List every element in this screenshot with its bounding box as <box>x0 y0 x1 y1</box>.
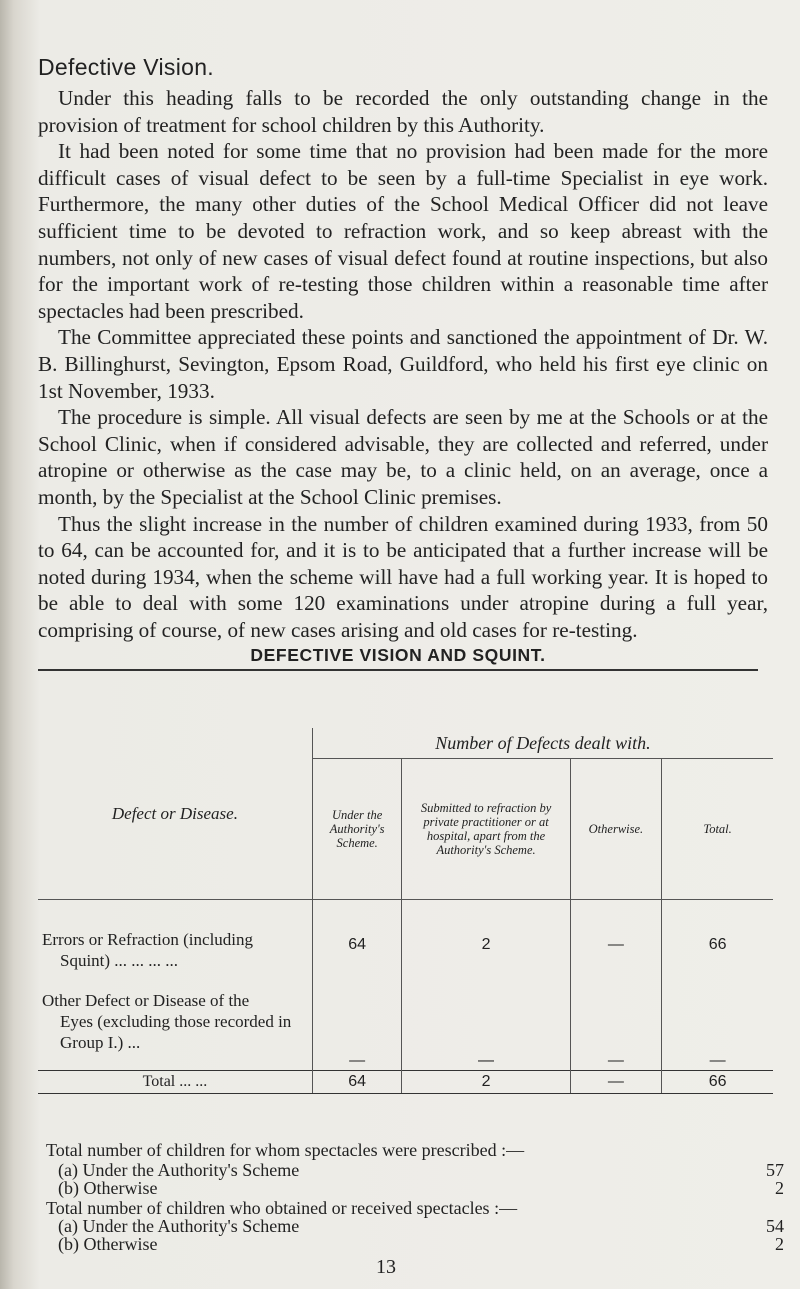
prescribed-row <box>58 1178 798 1198</box>
page-number: 13 <box>376 1256 396 1278</box>
row-label-cont: Eyes (excluding those recorded in Group I.) ... <box>60 1012 292 1052</box>
total-otherwise: — <box>570 1071 662 1094</box>
cell-total: 66 <box>708 936 727 953</box>
defect-column-header: Defect or Disease. <box>38 728 312 900</box>
prescribed-value: 2 <box>775 1178 784 1198</box>
total-row <box>38 1071 773 1094</box>
prescribed-value: 57 <box>766 1160 784 1180</box>
defects-table <box>38 728 773 1094</box>
row-label: Errors or Refraction (including <box>42 930 254 949</box>
paragraph: Under this heading falls to be recorded the only outstanding change in the provision of treatment for school children by this Authority. <box>38 86 768 137</box>
paragraph: Thus the slight increase in the number of children examined during 1933, from 50 to 64, can be accounted for, and it is to be anticipated that a further increase will be noted during 1934, when the scheme will have had a full working year. It is hoped to be able to deal with some 120 examinations under atropine during a full year, comprising of course, of new cases arising and old cases for re-testing. <box>38 511 768 642</box>
group-header: Number of Defects dealt with. <box>312 728 773 759</box>
cell-otherwise: — <box>570 900 662 991</box>
cell-scheme: — <box>312 990 402 1071</box>
row-label: Other Defect or Disease of the <box>42 991 250 1010</box>
column-header-private: Submitted to refraction by private practitioner or at hospital, apart from the Authority's Scheme. <box>402 759 570 900</box>
prescribed-label: (a) Under the Authority's Scheme <box>58 1160 300 1180</box>
prescribed-row <box>58 1160 798 1180</box>
cell-otherwise: — <box>570 990 662 1071</box>
paragraph: It had been noted for some time that no provision had been made for the more difficult cases of visual defect to be seen by a full-time Specialist in eye work. Furthermore, the many other duties of the School Medical Officer did not leave sufficient time to be devoted to refraction work, and so keep abreast with the numbers, not only of new cases of visual defect found at routine inspections, but also for the important work of re-testing those children within a reasonable time after spectacles had been prescribed. <box>38 139 768 323</box>
total-label: Total ... ... <box>38 1071 312 1094</box>
total-private: 2 <box>402 1071 570 1094</box>
table-row <box>38 990 773 1071</box>
paragraph: The Committee appreciated these points and sanctioned the appointment of Dr. W. B. Billinghurst, Sevington, Epsom Road, Guildford, who held his first eye clinic on 1st November, 1933. <box>38 325 768 403</box>
table-title: DEFECTIVE VISION AND SQUINT. <box>38 645 758 671</box>
section-heading: Defective Vision. <box>38 54 214 80</box>
column-header-otherwise: Otherwise. <box>570 759 662 900</box>
prescribed-label: (b) Otherwise <box>58 1178 158 1198</box>
total-scheme: 64 <box>312 1071 402 1094</box>
obtained-row <box>58 1216 798 1236</box>
cell-total: — <box>709 1052 726 1069</box>
obtained-label: (b) Otherwise <box>58 1234 158 1254</box>
cell-private: 2 <box>402 900 570 991</box>
table-row <box>38 900 773 991</box>
paragraph: The procedure is simple. All visual defects are seen by me at the Schools or at the School Clinic, when if considered advisable, they are collected and referred, under atropine or otherwise as the case may be, to a clinic held, on an average, once a month, by the Specialist at the School Clinic premises. <box>38 405 768 509</box>
prescribed-title: Total number of children for whom spectacles were prescribed :— <box>46 1140 525 1160</box>
obtained-value: 54 <box>766 1216 784 1236</box>
column-header-scheme: Under the Authority's Scheme. <box>312 759 402 900</box>
body-text <box>38 54 768 671</box>
obtained-value: 2 <box>775 1234 784 1254</box>
obtained-row <box>58 1234 798 1254</box>
cell-scheme: 64 <box>312 900 402 991</box>
cell-private: — <box>402 990 570 1071</box>
total-total: 66 <box>662 1071 773 1094</box>
column-header-total: Total. <box>662 759 773 900</box>
obtained-title: Total number of children who obtained or received spectacles :— <box>46 1198 518 1218</box>
row-label-cont: Squint) ... ... ... ... <box>60 951 179 970</box>
obtained-label: (a) Under the Authority's Scheme <box>58 1216 300 1236</box>
